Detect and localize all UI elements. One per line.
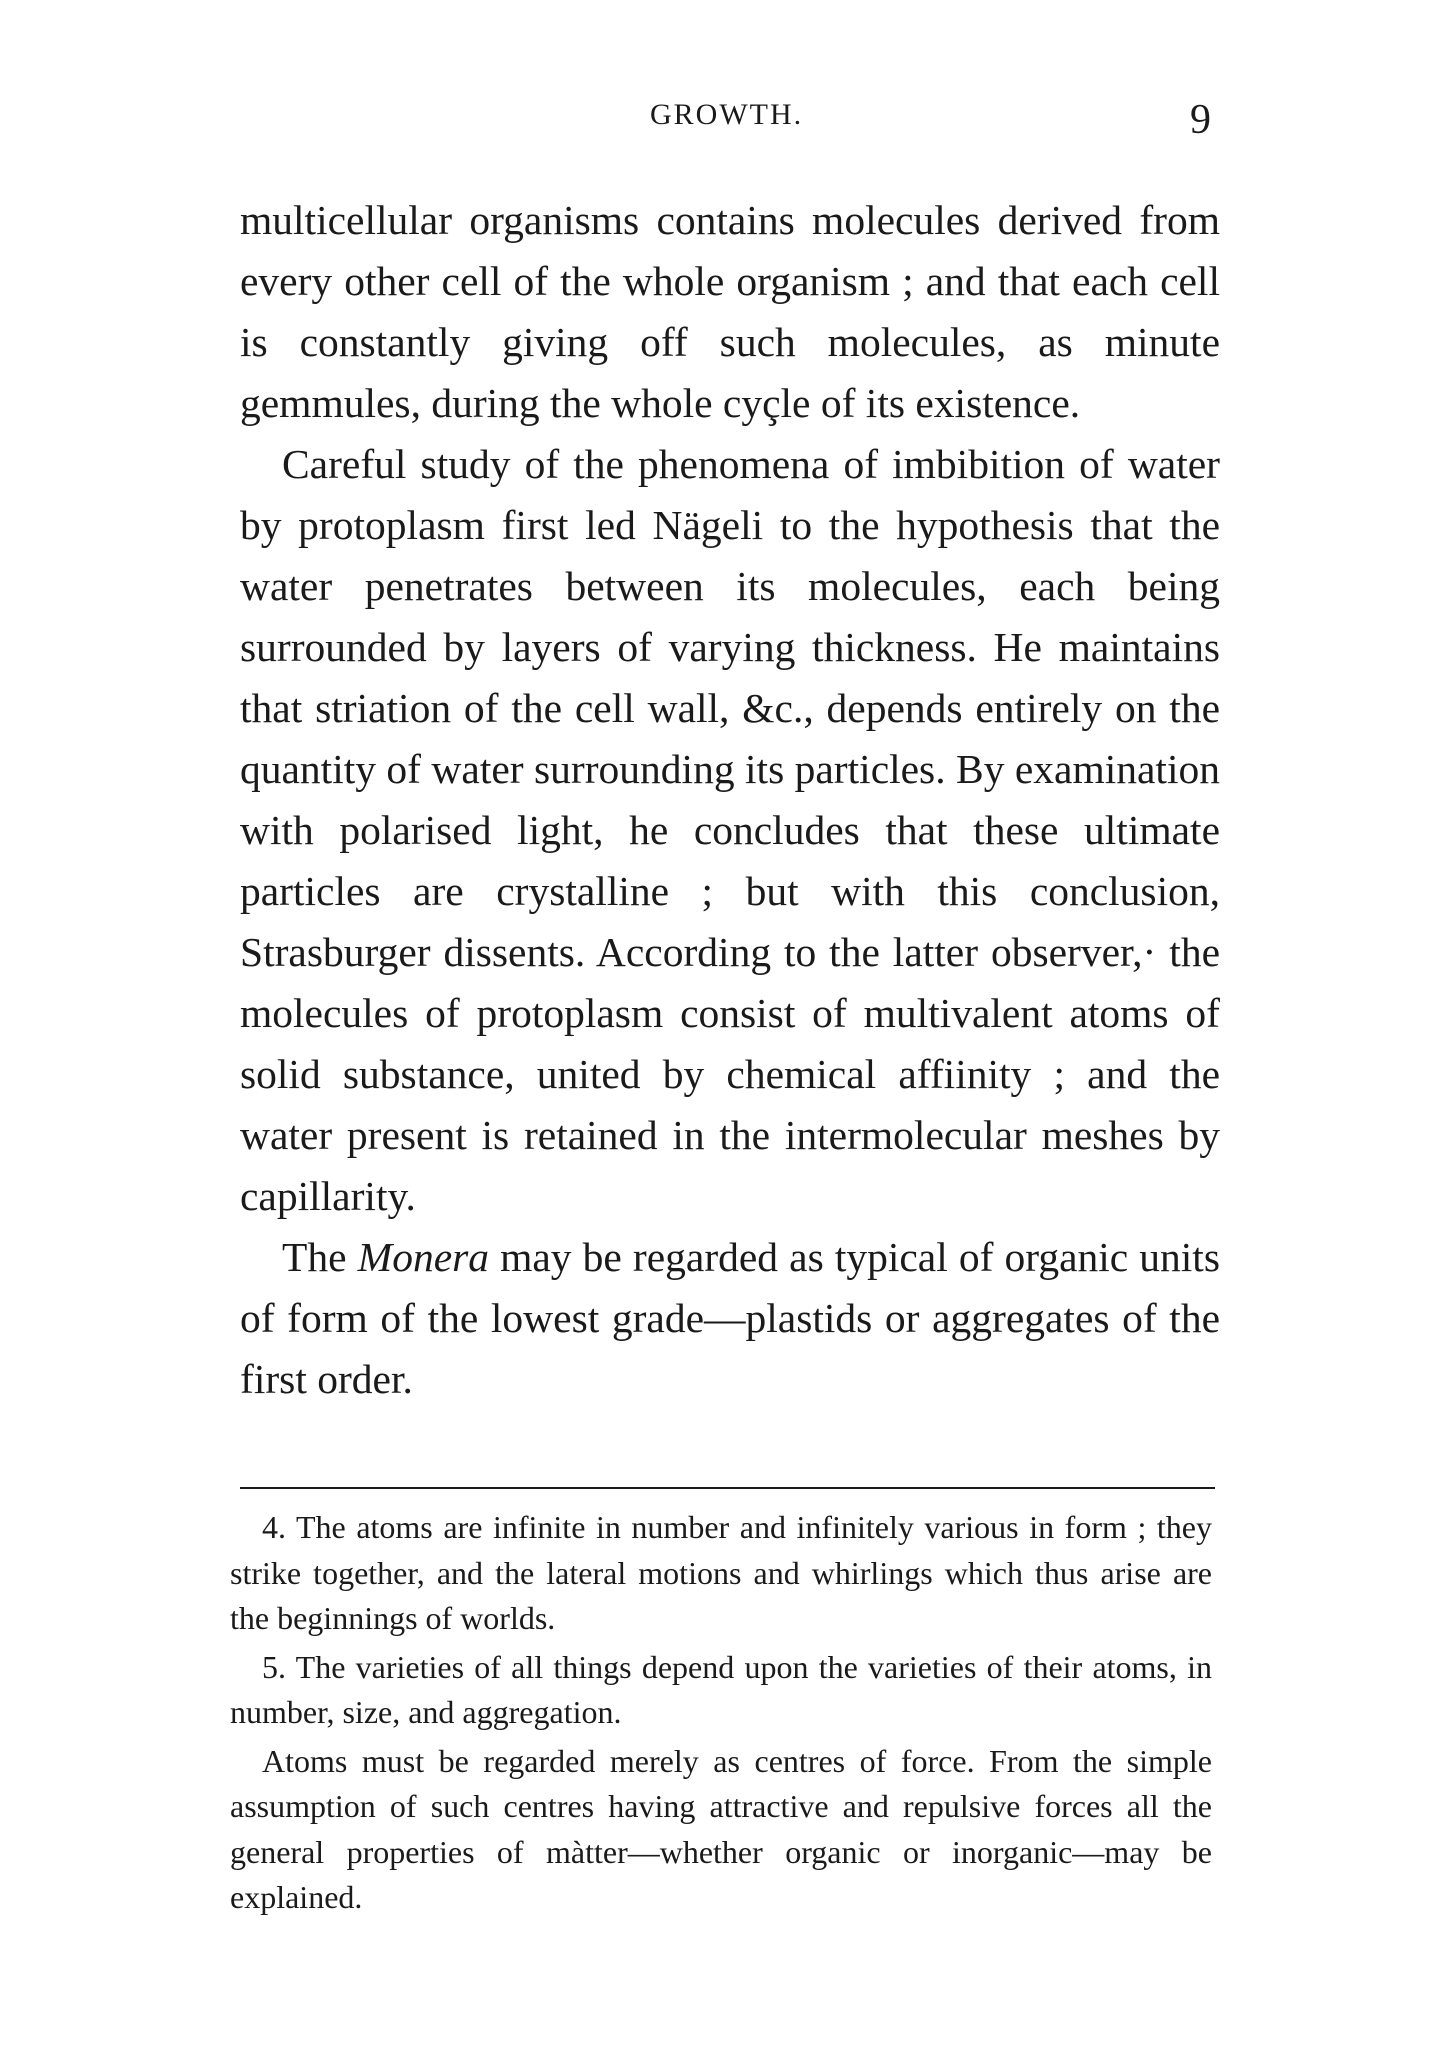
footnote-5: 5. The varieties of all things depend upon the varieties of their atoms, in number, size, and aggregation. — [230, 1648, 1212, 1730]
paragraph-continued: multicellular organisms contains molecules derived from every other cell of the whole organism ; and that each cell is constantly giving off such molecules, as minute gemmules, during the whole cyçle of its existence. — [240, 197, 1220, 426]
running-title: GROWTH. — [650, 98, 804, 131]
paragraph-monera-end: may be regarded as typical of organic units of form of the lowest grade—plastids or aggregates of the first order. — [240, 1234, 1220, 1402]
paragraph-nageli: Careful study of the phenomena of imbibition of water by protoplasm first led Nägeli to the hypothesis that the water penetrates between its molecules, each being surrounded by layers of varying thickness. He maintains that striation of the cell wall, &c., depends entirely on the quantity of water surrounding its particles. By examination with polarised light, he concludes that these ultimate particles are crystalline ; but with this conclusion, Strasburger dissents. According to the latter observer,· the molecules of protoplasm consist of multivalent atoms of solid substance, united by chemical affiinity ; and the water present is retained in the intermolecular meshes by capillarity. — [240, 441, 1220, 1219]
footnote-rule — [240, 1487, 1215, 1489]
page-number: 9 — [1190, 97, 1211, 143]
footnotes — [230, 1505, 1212, 1921]
paragraph-monera-start: The — [282, 1234, 358, 1280]
footnote-4: 4. The atoms are infinite in number and infinitely various in form ; they strike together, and the lateral motions and whirlings which thus arise are the beginnings of worlds. — [230, 1509, 1212, 1636]
footnote-atoms: Atoms must be regarded merely as centres of force. From the simple assumption of such centres having attractive and repulsive forces all the general properties of màtter—whether organic or inorganic—may be explained. — [230, 1742, 1212, 1915]
monera-term: Monera — [357, 1234, 490, 1280]
main-text — [240, 190, 1220, 1410]
running-head — [0, 97, 1445, 143]
paragraph-monera — [240, 1227, 1220, 1410]
